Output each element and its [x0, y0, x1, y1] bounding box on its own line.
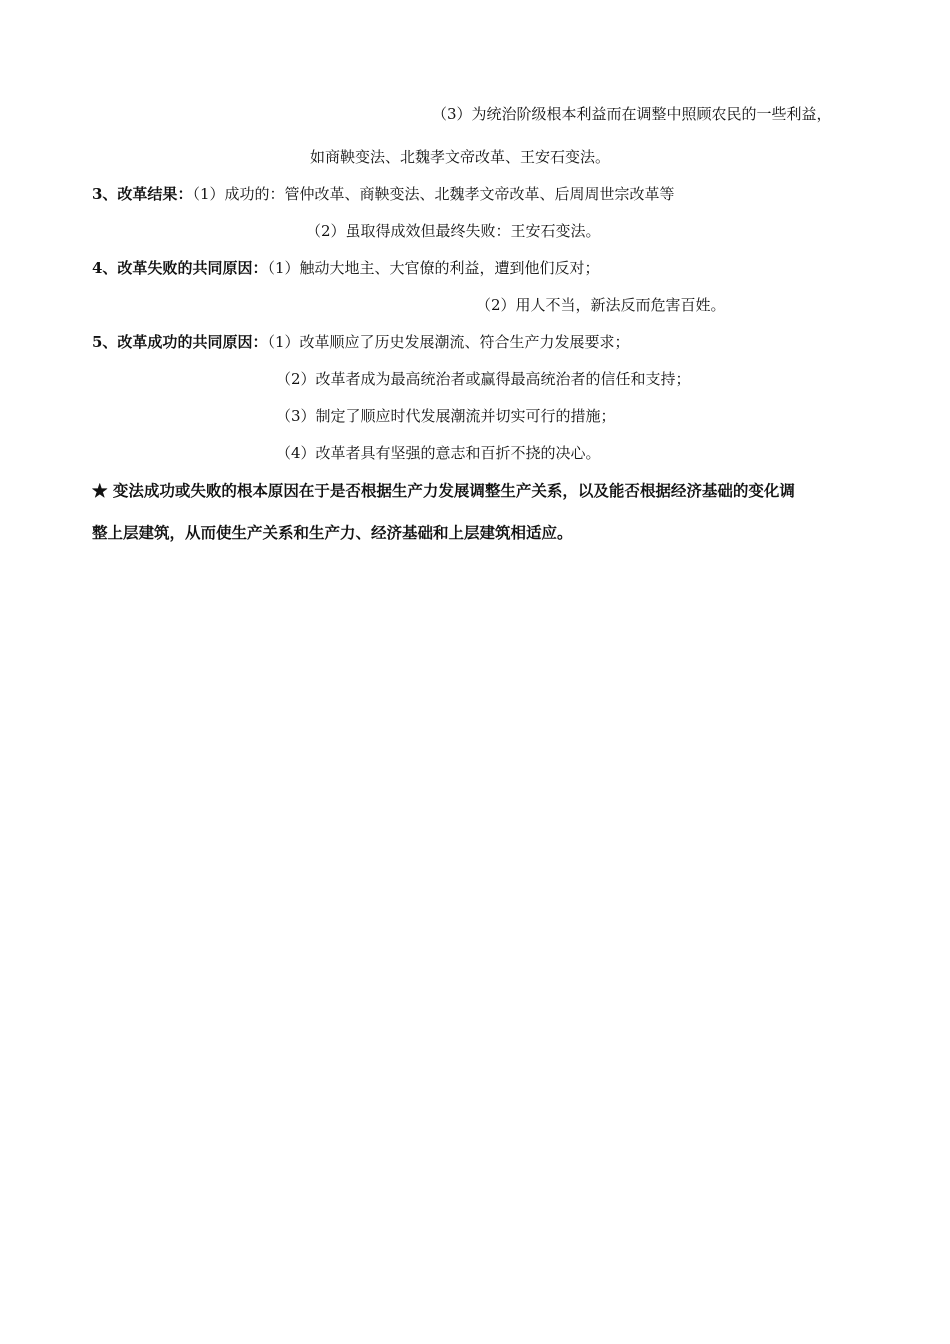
section-2-item-3-examples: 如商鞅变法、北魏孝文帝改革、王安石变法。 — [310, 148, 611, 166]
section-3-row-1 — [92, 184, 675, 204]
section-5-row-1 — [92, 332, 630, 352]
section-3-heading: 3、改革结果： — [92, 185, 193, 203]
section-3-item-2: （2）虽取得成效但最终失败：王安石变法。 — [306, 222, 601, 240]
section-3-item-1: （1）成功的：管仲改革、商鞅变法、北魏孝文帝改革、后周周世宗改革等 — [192, 185, 675, 203]
conclusion-line-1: ★ 变法成功或失败的根本原因在于是否根据生产力发展调整生产关系，以及能否根据经济基础的变化调 — [92, 481, 795, 500]
section-5-heading: 5、改革成功的共同原因： — [92, 333, 268, 351]
section-5-item-1: （1）改革顺应了历史发展潮流、符合生产力发展要求； — [267, 333, 630, 351]
section-5-item-3: （3）制定了顺应时代发展潮流并切实可行的措施； — [276, 407, 616, 425]
section-5-item-4: （4）改革者具有坚强的意志和百折不挠的决心。 — [276, 444, 601, 462]
conclusion-line-2: 整上层建筑，从而使生产关系和生产力、经济基础和上层建筑相适应。 — [92, 523, 573, 542]
section-4-item-1: （1）触动大地主、大官僚的利益，遭到他们反对； — [267, 259, 600, 277]
section-4-row-1 — [92, 258, 600, 278]
section-2-item-3: （3）为统治阶级根本利益而在调整中照顾农民的一些利益， — [432, 105, 832, 123]
section-4-heading: 4、改革失败的共同原因： — [92, 259, 268, 277]
section-4-item-2: （2）用人不当，新法反而危害百姓。 — [476, 296, 726, 314]
section-5-item-2: （2）改革者成为最高统治者或赢得最高统治者的信任和支持； — [276, 370, 691, 388]
